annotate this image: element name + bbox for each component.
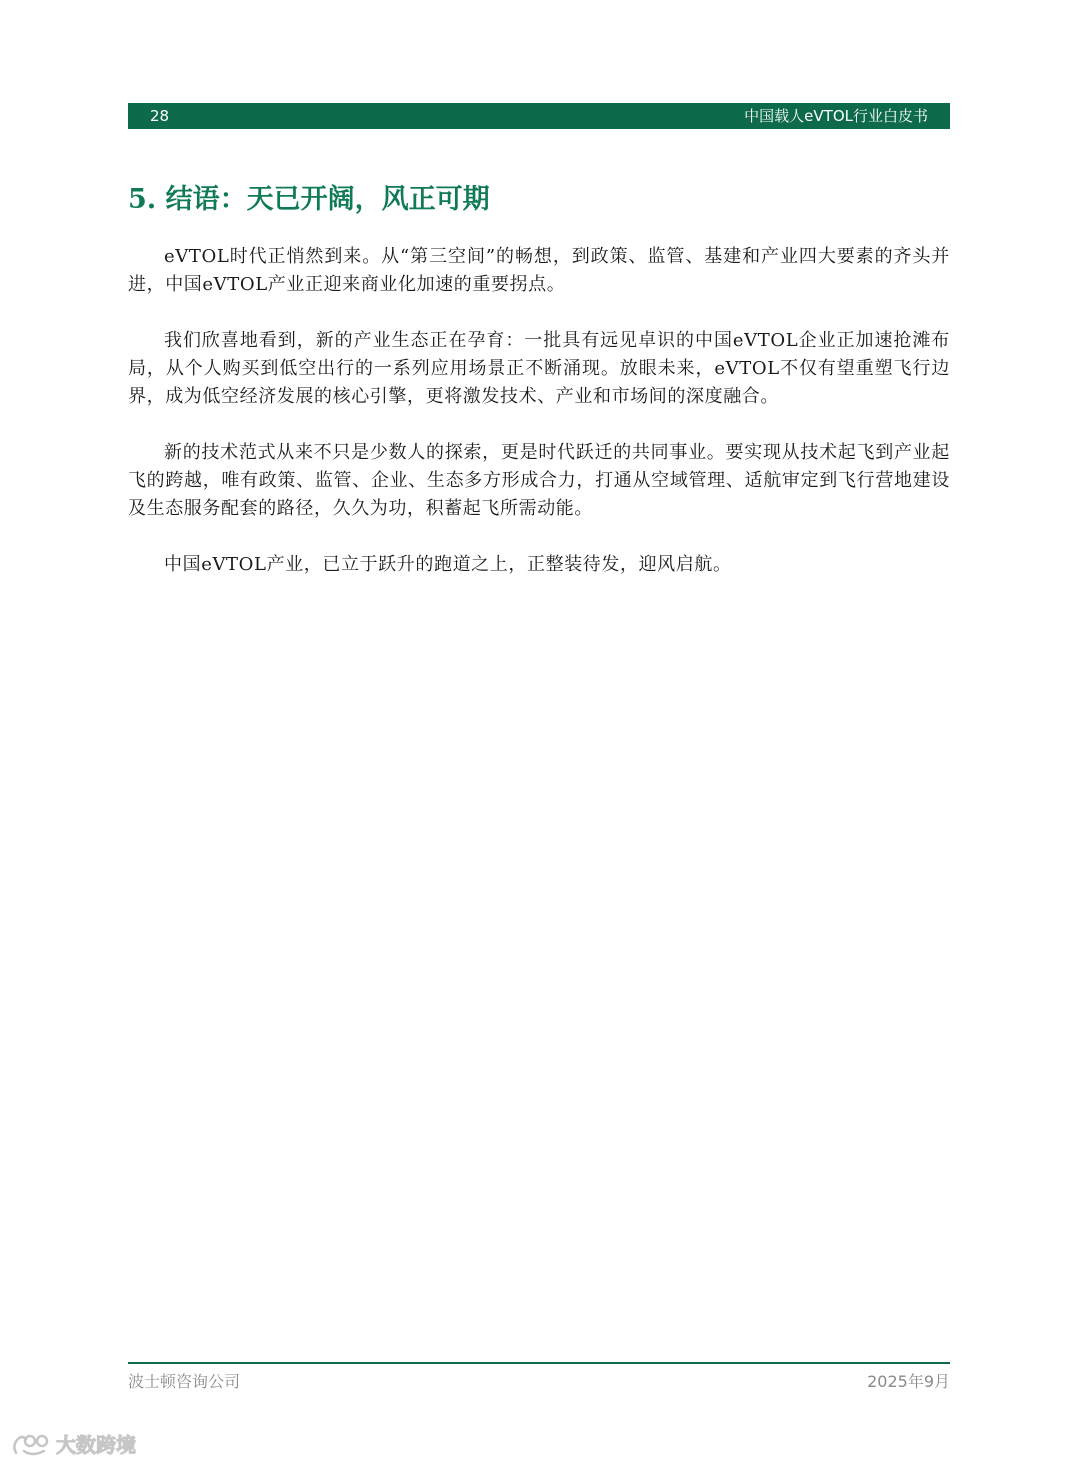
paragraph: eVTOL时代正悄然到来。从“第三空间”的畅想，到政策、监管、基建和产业四大要素的齐头并进，中国eVTOL产业正迎来商业化加速的重要拐点。 — [128, 246, 950, 295]
paragraph: 新的技术范式从来不只是少数人的探索，更是时代跃迁的共同事业。要实现从技术起飞到产业起飞的跨越，唯有政策、监管、企业、生态多方形成合力，打通从空域管理、适航审定到飞行营地建设及生态服务配套的路径，久久为功，积蓄起飞所需动能。 — [128, 442, 950, 519]
footer-date: 2025年9月 — [867, 1372, 950, 1391]
watermark-logo-icon — [10, 1431, 54, 1459]
document-title: 中国载人eVTOL行业白皮书 — [744, 107, 928, 125]
paragraph: 中国eVTOL产业，已立于跃升的跑道之上，正整装待发，迎风启航。 — [164, 554, 732, 575]
footer-publisher: 波士顿咨询公司 — [128, 1372, 241, 1391]
paragraph: 我们欣喜地看到，新的产业生态正在孕育：一批具有远见卓识的中国eVTOL企业正加速抢滩布局，从个人购买到低空出行的一系列应用场景正不断涌现。放眼未来，eVTOL不仅有望重塑飞行边界，成为低空经济发展的核心引擎，更将激发技术、产业和市场间的深度融合。 — [128, 330, 950, 407]
section-title: 5. 结语：天已开阔，风正可期 — [128, 184, 490, 215]
footer-divider — [128, 1362, 950, 1364]
page-number: 28 — [150, 107, 170, 125]
watermark-text: 大数跨境 — [56, 1433, 136, 1457]
watermark — [10, 1430, 136, 1460]
body-text — [128, 243, 950, 607]
page-header-bar — [128, 103, 950, 129]
